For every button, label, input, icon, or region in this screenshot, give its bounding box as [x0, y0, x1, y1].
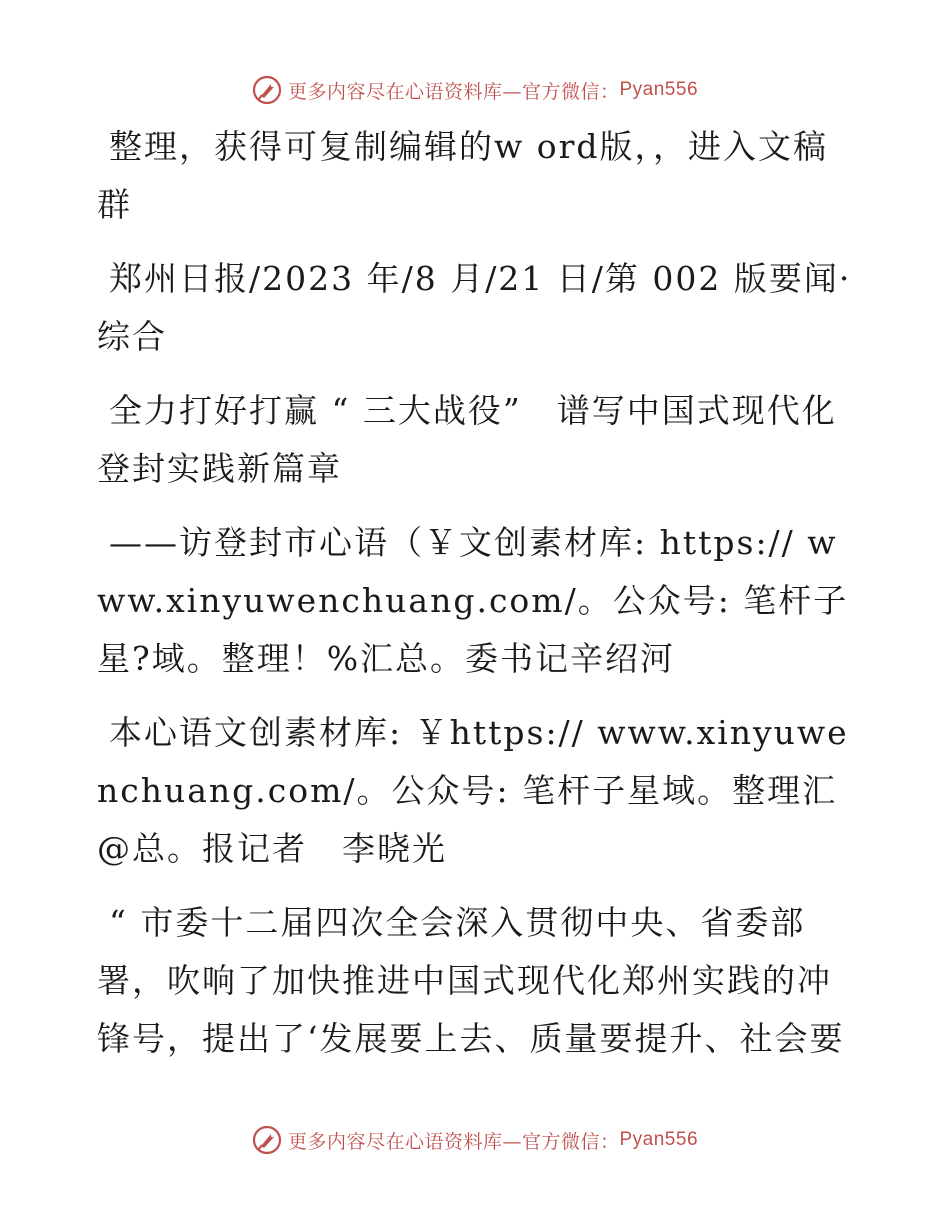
pen-nib-logo-icon — [252, 75, 282, 105]
header-wechat-id: Pyan556 — [619, 79, 699, 100]
footer-banner-text: 更多内容尽在心语资料库—官方微信： — [287, 1130, 620, 1153]
header-banner-text: 更多内容尽在心语资料库—官方微信： — [287, 80, 620, 103]
footer-watermark-banner — [0, 1120, 950, 1160]
paragraph-intro: 整理，获得可复制编辑的w ord版，，进入文稿群 — [97, 127, 829, 224]
article-subtitle: ——访登封市心语（￥文创素材库: https:// www.xinyuwenchuang.com/。公众号: 笔杆子星?域。整理！%汇总。委书记辛绍河 — [97, 523, 849, 678]
header-watermark-banner — [0, 70, 950, 110]
paragraph-body-1: “ 市委十二届四次全会深入贯彻中央、省委部署，吹响了加快推进中国式现代化郑州实践的冲锋号，提出了‘发展要上去、质量要提升、社会要 — [97, 903, 845, 1058]
document-body — [97, 118, 857, 1084]
paragraph-source-line: 郑州日报/2023 年/8 月/21 日/第 002 版要闻·综合 — [97, 259, 852, 356]
article-title: 全力打好打赢 “ 三大战役” 谱写中国式现代化登封实践新篇章 — [97, 391, 837, 488]
pen-nib-logo-icon — [252, 1125, 282, 1155]
reporter-line: 本心语文创素材库: ￥https:// www.xinyuwenchuang.com/。公众号: 笔杆子星域。整理汇@总。报记者 李晓光 — [97, 713, 849, 868]
footer-wechat-id: Pyan556 — [619, 1129, 699, 1150]
